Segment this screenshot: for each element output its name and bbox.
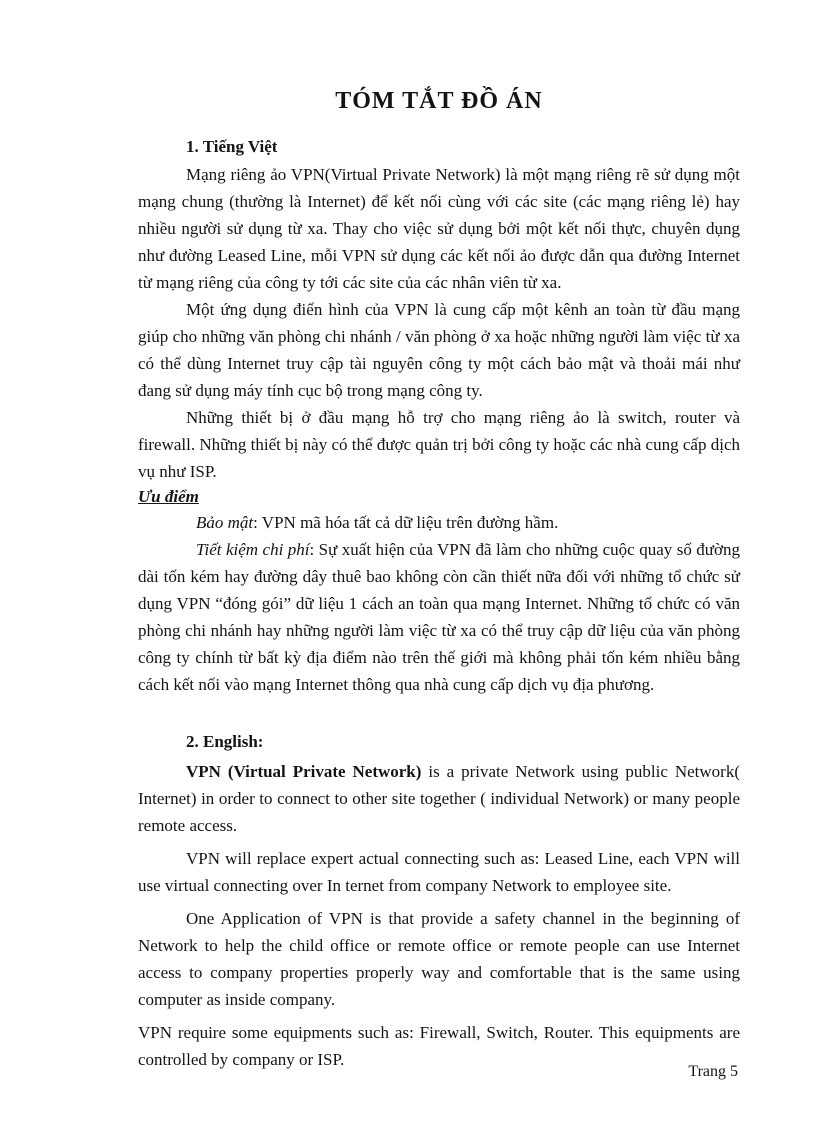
section-2-paragraph-4: VPN require some equipments such as: Firewall, Switch, Router. This equipments are controlled by company or ISP. <box>138 1023 740 1069</box>
advantage-cost-text: : Sự xuất hiện của VPN đã làm cho những cuộc quay số đường dài tốn kém hay đường dây thuê bao không còn cần thiết nữa đối với những tổ chức sử dụng VPN “đóng gói” dữ liệu 1 cách an toàn qua mạng Internet. Những tổ chức có văn phòng chi nhánh hay những người làm việc từ xa có thể truy cập dữ liệu của văn phòng công ty chính từ bất kỳ địa điểm nào trên thế giới mà không phải tốn kém nhiều bằng cách kết nối vào mạng Internet thông qua nhà cung cấp dịch vụ địa phương. <box>138 540 740 694</box>
section-2-paragraph-3: One Application of VPN is that provide a safety channel in the beginning of Network to help the child office or remote office or remote people can use Internet access to company properties properly way and comfortable that is the same using computer as inside company. <box>138 909 740 1009</box>
advantage-cost-label: Tiết kiệm chi phí <box>196 540 310 559</box>
advantage-security-paragraph <box>138 509 740 536</box>
section-2-heading: 2. English: <box>186 732 264 751</box>
section-1-paragraph-1: Mạng riêng ảo VPN(Virtual Private Network) là một mạng riêng rẽ sử dụng một mạng chung (thường là Internet) để kết nối cùng với các site (các mạng riêng lẻ) hay nhiều người sử dụng từ xa. Thay cho việc sử dụng bởi một kết nối thực, chuyên dụng như đường Leased Line, mỗi VPN sử dụng các kết nối ảo được dẫn qua đường Internet từ mạng riêng của công ty tới các site của các nhân viên từ xa. <box>138 165 740 292</box>
footer-page-number: Trang 5 <box>688 1063 738 1080</box>
advantage-security-label: Bảo mật <box>196 513 254 532</box>
advantage-cost-paragraph <box>138 536 740 698</box>
advantage-security-text: : VPN mã hóa tất cả dữ liệu trên đường hầm. <box>253 513 559 532</box>
page-title: TÓM TẮT ĐỒ ÁN <box>335 88 543 114</box>
section-2-paragraph-1-rest: is a private Network using public Network( Internet) in order to connect to other site together ( individual Network) or many people remote access. <box>138 762 740 835</box>
advantages-heading: Ưu điểm <box>138 487 199 506</box>
section-1-heading: 1. Tiếng Việt <box>186 137 278 156</box>
section-2-paragraph-1-lead: VPN (Virtual Private Network) <box>186 762 422 781</box>
section-2-paragraph-1 <box>138 758 740 839</box>
section-1-paragraph-3: Những thiết bị ở đầu mạng hỗ trợ cho mạng riêng ảo là switch, router và firewall. Những thiết bị này có thể được quản trị bởi công ty hoặc các nhà cung cấp dịch vụ như ISP. <box>138 408 740 481</box>
section-2-paragraph-2: VPN will replace expert actual connecting such as: Leased Line, each VPN will use virtual connecting over In ternet from company Network to employee site. <box>138 849 740 895</box>
section-1-paragraph-2: Một ứng dụng điển hình của VPN là cung cấp một kênh an toàn từ đầu mạng giúp cho những văn phòng chi nhánh / văn phòng ở xa hoặc những người làm việc từ xa có thể dùng Internet truy cập tài nguyên công ty một cách bảo mật và thoải mái như đang sử dụng máy tính cục bộ trong mạng công ty. <box>138 300 740 400</box>
